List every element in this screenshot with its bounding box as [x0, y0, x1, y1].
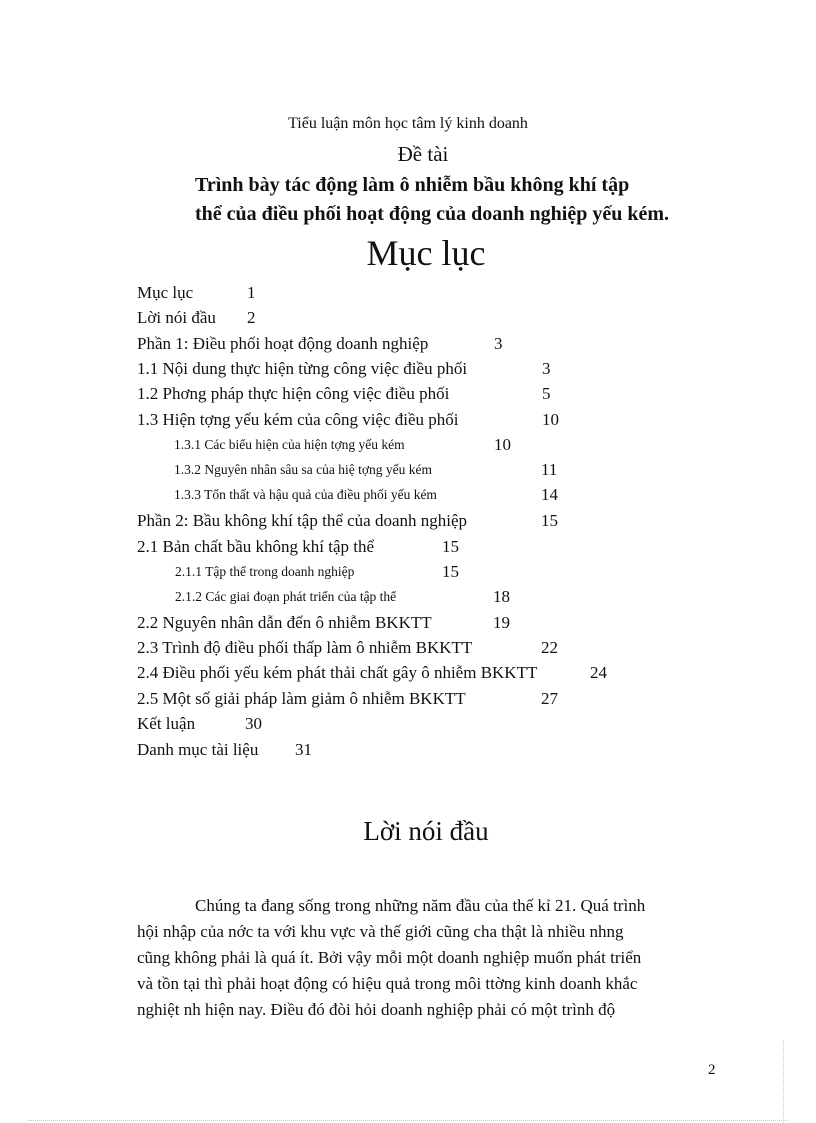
- toc-entry: [137, 410, 559, 430]
- page-right-border: [783, 1040, 784, 1123]
- toc-entry-text: 1.3.2 Nguyên nhân sâu sa của hiệ tợng yếu kém: [174, 462, 432, 477]
- toc-entry: [137, 511, 558, 531]
- toc-entry-text: Mục lục: [137, 283, 194, 302]
- toc-entry-page: 22: [541, 638, 558, 657]
- toc-entry-text: 1.1 Nội dung thực hiện từng công việc điều phối: [137, 359, 468, 378]
- toc-entry-page: 30: [245, 714, 262, 733]
- toc-entry-page: 19: [493, 613, 510, 632]
- toc-entry-text: Lời nói đầu: [137, 308, 216, 327]
- toc-entry-page: 14: [541, 485, 558, 504]
- intro-line-4: và tồn tại thì phải hoạt động có hiệu quả trong môi ttờng kinh doanh khắc: [137, 974, 638, 993]
- toc-entry-text: 1.3.1 Các biểu hiện của hiện tợng yếu kém: [174, 437, 405, 452]
- intro-line-2: hội nhập của nớc ta với khu vực và thế giới cũng cha thật là nhiều nhng: [137, 922, 624, 941]
- toc-entry-text: 2.2 Nguyên nhân dẫn đến ô nhiễm BKKTT: [137, 613, 432, 632]
- toc-entry-text: Kết luận: [137, 714, 196, 733]
- subject-line: Tiểu luận môn học tâm lý kinh doanh: [288, 115, 528, 132]
- toc-entry-text: 1.3 Hiện tợng yếu kém của công việc điều phối: [137, 410, 459, 429]
- toc-entry-page: 24: [590, 663, 607, 682]
- topic-label: Đề tài: [397, 142, 449, 166]
- toc-entry-page: 18: [493, 587, 510, 606]
- toc-entry-text: 2.1 Bản chất bầu không khí tập thể: [137, 537, 375, 556]
- toc-entry: [175, 562, 459, 581]
- toc-entry-page: 15: [541, 511, 558, 530]
- toc-entry: [137, 384, 551, 404]
- toc-entry-page: 5: [542, 384, 551, 403]
- toc-entry-text: Danh mục tài liệu: [137, 740, 259, 759]
- toc-entry: [137, 537, 459, 557]
- toc-heading: Mục lục: [366, 233, 486, 273]
- toc-entry-text: Phần 2: Bầu không khí tập thể của doanh nghiệp: [137, 511, 468, 530]
- toc-entry: [137, 308, 256, 328]
- toc-entry-text: 2.1.2 Các giai đoạn phát triển của tập thể: [175, 589, 397, 604]
- toc-entry: [137, 638, 558, 658]
- toc-entry: [137, 714, 262, 734]
- topic-title-line-1: Trình bày tác động làm ô nhiễm bầu không khí tập: [195, 174, 630, 196]
- toc-entry-text: 2.4 Điều phối yếu kém phát thải chất gây ô nhiễm BKKTT: [137, 663, 538, 682]
- toc-entry-page: 10: [542, 410, 559, 429]
- toc-entry: [137, 689, 558, 709]
- toc-entry-text: 2.5 Một số giải pháp làm giảm ô nhiễm BKKTT: [137, 689, 466, 708]
- toc-entry-page: 2: [247, 308, 256, 327]
- toc-entry: [137, 283, 256, 303]
- toc-entry-page: 27: [541, 689, 558, 708]
- intro-line-5: nghiệt nh hiện nay. Điều đó đòi hỏi doanh nghiệp phải có một trình độ: [137, 1000, 616, 1019]
- toc-entry: [137, 740, 312, 760]
- toc-entry: [137, 613, 510, 633]
- toc-entry: [137, 663, 607, 683]
- toc-entry-text: 2.3 Trình độ điều phối thấp làm ô nhiễm BKKTT: [137, 638, 473, 657]
- toc-entry-page: 3: [542, 359, 551, 378]
- toc-entry: [174, 435, 511, 454]
- toc-entry-page: 15: [442, 537, 459, 556]
- topic-title-line-2: thể của điều phối hoạt động của doanh nghiệp yếu kém.: [195, 203, 670, 225]
- toc-entry-page: 3: [494, 334, 503, 353]
- page-bottom-border: [28, 1120, 788, 1121]
- toc-entry-page: 1: [247, 283, 256, 302]
- toc-entry: [174, 485, 558, 504]
- intro-line-3: cũng không phải là quá ít. Bởi vậy mỗi một doanh nghiệp muốn phát triển: [137, 948, 642, 967]
- toc-entry-text: 1.2 Phơng pháp thực hiện công việc điều phối: [137, 384, 450, 403]
- toc-entry-page: 15: [442, 562, 459, 581]
- intro-heading: Lời nói đầu: [363, 816, 489, 846]
- toc-entry: [175, 587, 510, 606]
- toc-entry: [137, 334, 503, 354]
- toc-entry: [174, 460, 558, 479]
- toc-entry-text: 2.1.1 Tập thể trong doanh nghiệp: [175, 564, 355, 579]
- toc-entry-text: Phần 1: Điều phối hoạt động doanh nghiệp: [137, 334, 429, 353]
- intro-line-1: Chúng ta đang sống trong những năm đầu của thế kỉ 21. Quá trình: [195, 896, 646, 915]
- toc-entry-text: 1.3.3 Tổn thất và hậu quả của điều phối yếu kém: [174, 487, 437, 502]
- toc-entry-page: 31: [295, 740, 312, 759]
- toc-entry-page: 10: [494, 435, 511, 454]
- toc-entry: [137, 359, 551, 379]
- page-number: 2: [708, 1062, 716, 1078]
- toc-entry-page: 11: [541, 460, 558, 479]
